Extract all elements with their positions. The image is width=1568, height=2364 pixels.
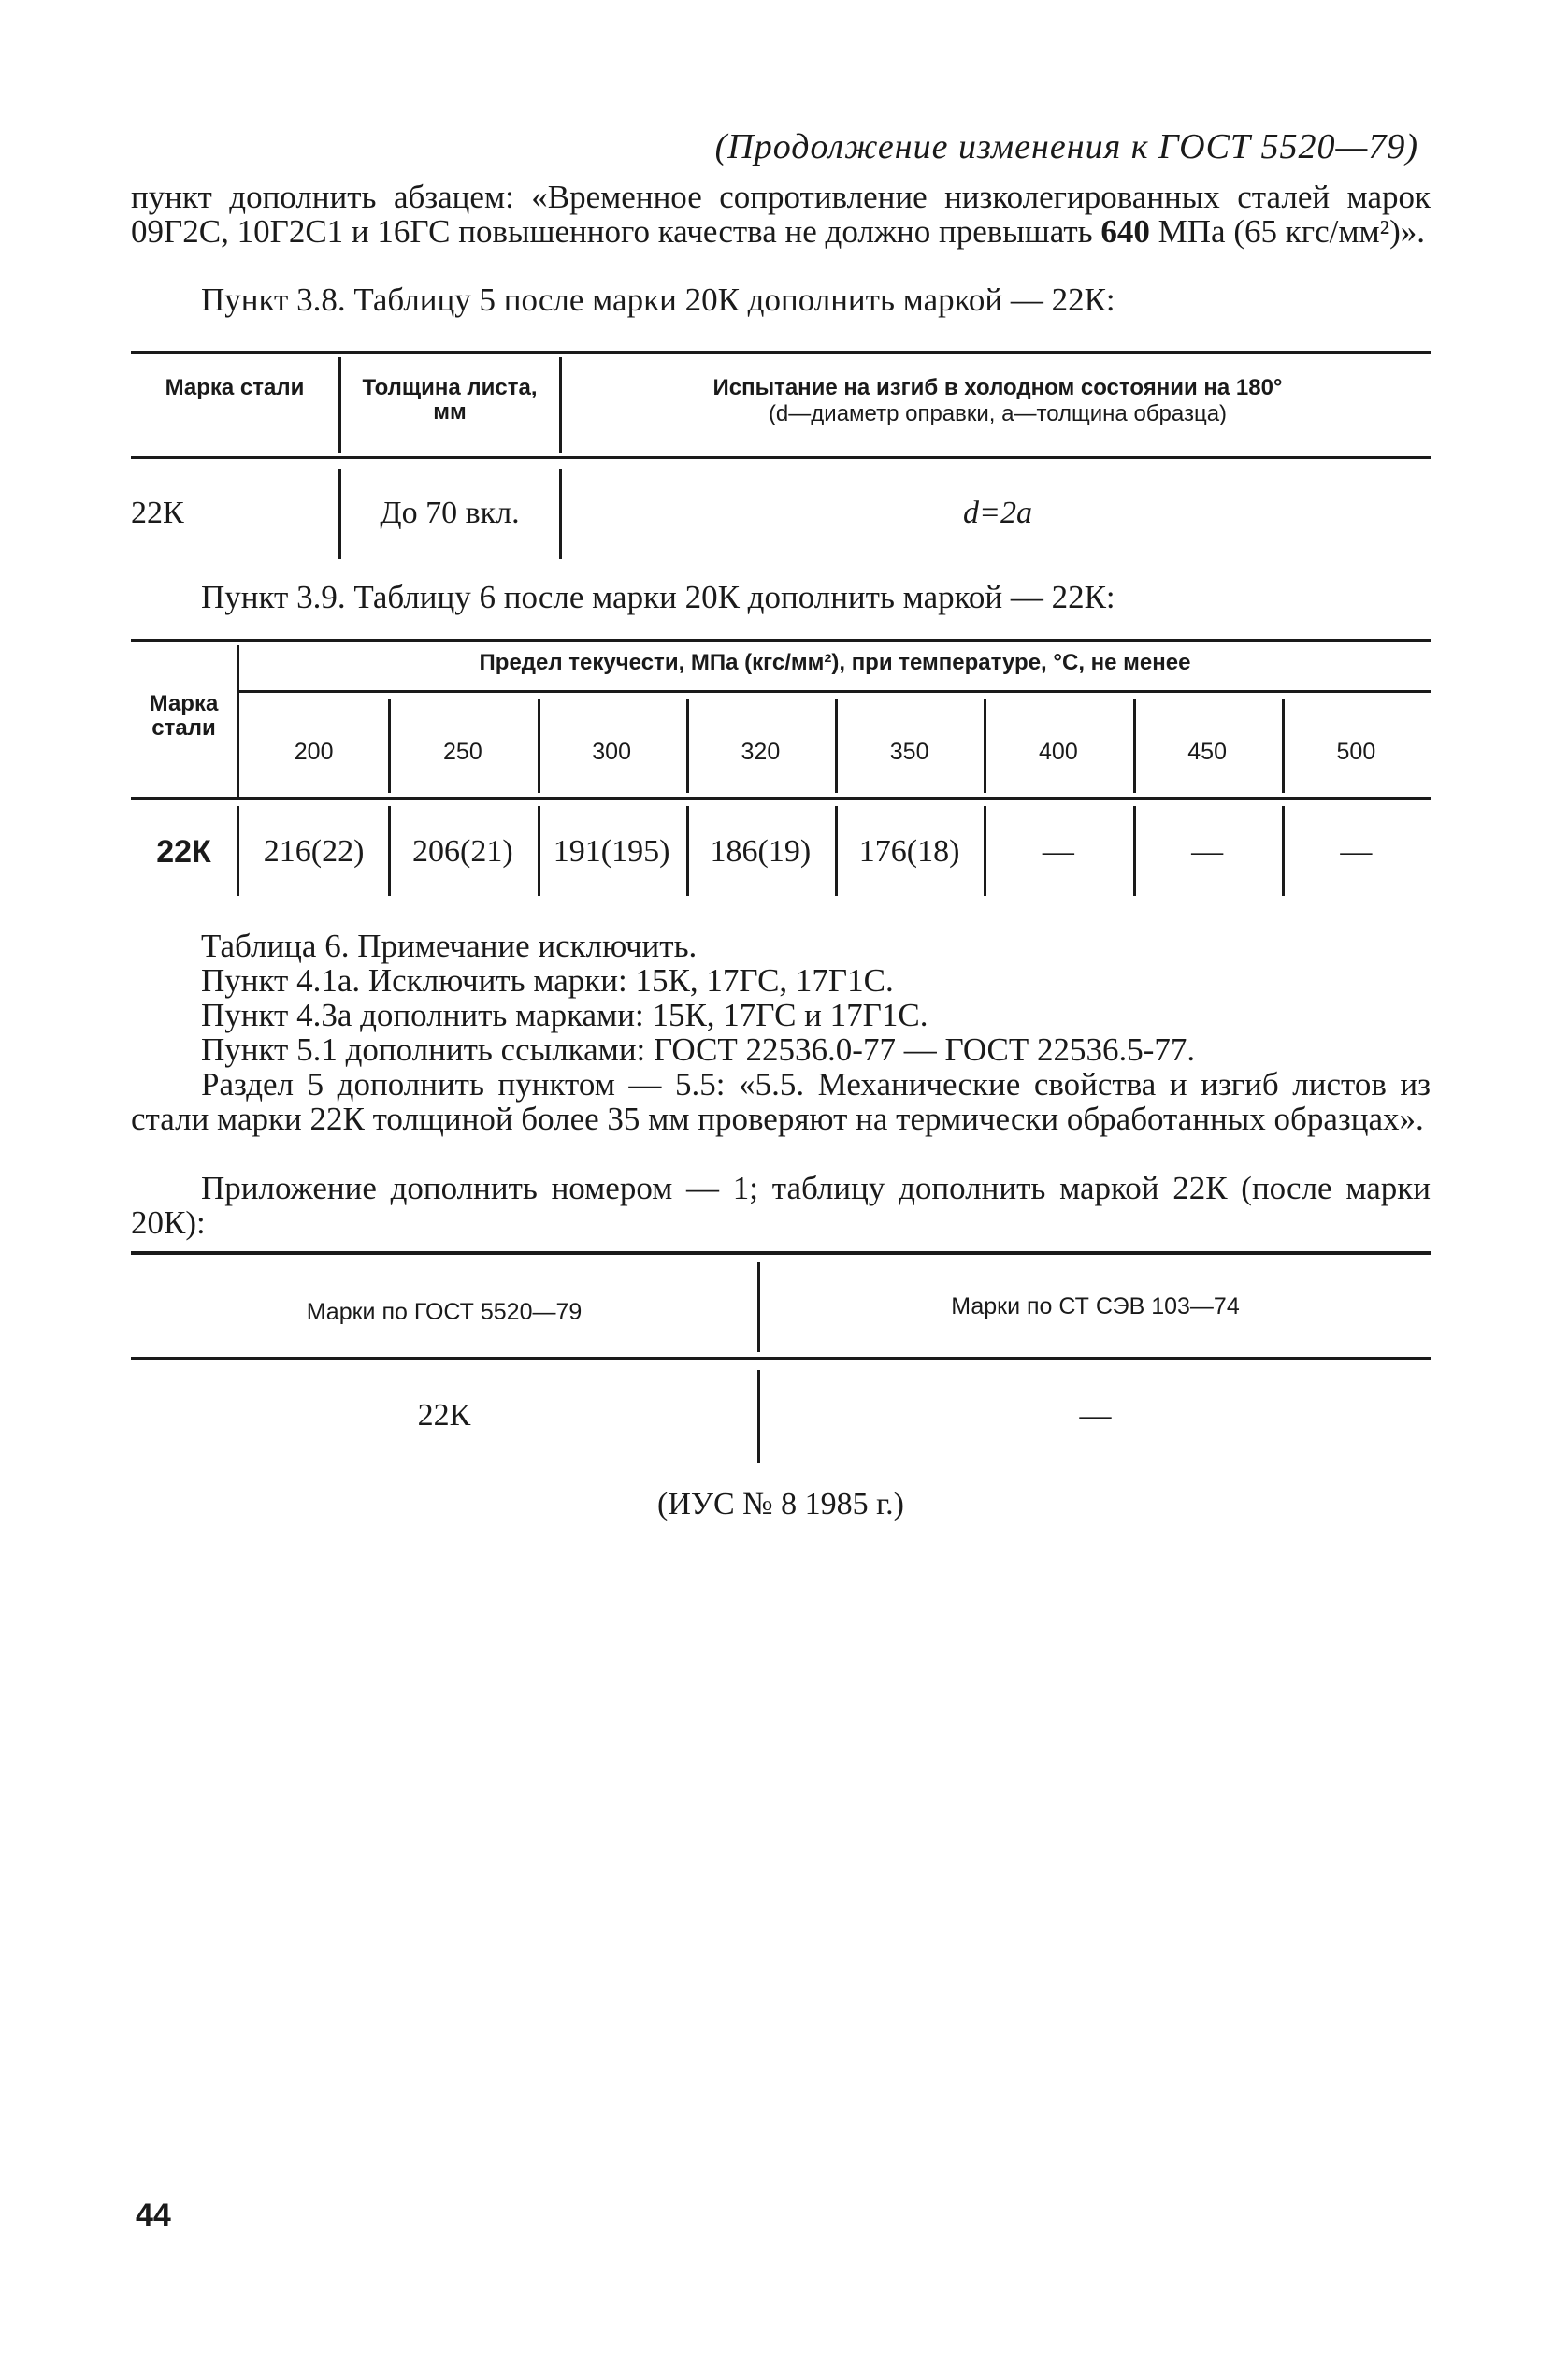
column-header-bend-note: (d—диаметр оправки, a—толщина образца) xyxy=(768,401,1228,426)
column-divider xyxy=(338,357,341,453)
paragraph-clause-3-9: Пункт 3.9. Таблицу 6 после марки 20К дополнить маркой — 22К: xyxy=(201,579,1115,615)
temperature-header-cell: 350 xyxy=(889,739,929,765)
column-header-gost: Марки по ГОСТ 5520—79 xyxy=(306,1299,583,1325)
temperature-header-cell: 450 xyxy=(1187,739,1227,765)
header-rule xyxy=(131,797,1431,800)
line-clause-5-1: Пункт 5.1 дополнить ссылками: ГОСТ 22536.0-77 — ГОСТ 22536.5-77. xyxy=(201,1031,1196,1068)
cell-grade: 22К xyxy=(131,496,184,530)
column-divider xyxy=(559,469,562,559)
subheader-rule xyxy=(239,690,1431,693)
source-reference: (ИУС № 8 1985 г.) xyxy=(657,1487,904,1521)
paragraph-section-5: Раздел 5 дополнить пунктом — 5.5: «5.5. Механические свойства и изгиб листов из стали марки 22К толщиной более 35 мм проверяют на термически обработанных образцах». xyxy=(131,1066,1431,1137)
paragraph-clause-3-8: Пункт 3.8. Таблицу 5 после марки 20К дополнить маркой — 22К: xyxy=(201,281,1115,318)
table-top-rule xyxy=(131,1251,1431,1255)
header-rule xyxy=(131,456,1431,459)
temperature-header-cell: 320 xyxy=(741,739,781,765)
line-clause-4-1a: Пункт 4.1а. Исключить марки: 15К, 17ГС, 17Г1С. xyxy=(201,962,894,999)
paragraph-text: пункт дополнить абзацем: «Временное сопротивление низколегированных сталей марок 09Г2С, 10Г2С1 и 16ГС повышенного качества не должно превышать xyxy=(131,179,1431,250)
row-grade: 22К xyxy=(156,834,211,870)
column-header-grade: Марка стали xyxy=(165,375,305,400)
temperature-header-cell: 500 xyxy=(1336,739,1376,765)
column-header-yield-strength: Предел текучести, МПа (кгс/мм²), при температуре, °С, не менее xyxy=(479,650,1191,675)
cell-bend-result: d=2a xyxy=(963,496,1032,530)
yield-value-cell: 176(18) xyxy=(858,834,960,869)
paragraph-amendment-intro xyxy=(131,180,1431,249)
page-number: 44 xyxy=(136,2198,171,2233)
temperature-header-cell: 300 xyxy=(592,739,631,765)
line-clause-4-3a: Пункт 4.3а дополнить марками: 15К, 17ГС и 17Г1С. xyxy=(201,997,928,1033)
table-top-rule xyxy=(131,639,1431,642)
yield-value-cell: 186(19) xyxy=(710,834,812,869)
temperature-header-cell: 200 xyxy=(294,739,334,765)
temperature-header-cell: 250 xyxy=(443,739,482,765)
cell-st-sev-grade: — xyxy=(1079,1398,1112,1433)
cell-thickness: До 70 вкл. xyxy=(380,496,520,530)
column-header-bend-test: Испытание на изгиб в холодном состоянии на 180° xyxy=(712,375,1283,400)
column-divider xyxy=(338,469,341,559)
column-header-st-sev: Марки по СТ СЭВ 103—74 xyxy=(951,1293,1240,1319)
header-rule xyxy=(131,1357,1431,1360)
paragraph-appendix: Приложение дополнить номером — 1; таблицу дополнить маркой 22К (после марки 20К): xyxy=(131,1170,1431,1241)
column-header-grade: Марка стали xyxy=(149,691,219,741)
yield-value-cell: 191(195) xyxy=(553,834,670,869)
line-table6-note: Таблица 6. Примечание исключить. xyxy=(201,928,698,964)
paragraph-text-end: МПа (65 кгс/мм²)». xyxy=(1149,213,1426,250)
column-header-thickness: Толщина листа, мм xyxy=(362,375,538,425)
cell-gost-grade: 22К xyxy=(417,1398,471,1433)
table-top-rule xyxy=(131,351,1431,354)
running-header: (Продолжение изменения к ГОСТ 5520—79) xyxy=(714,127,1418,166)
column-divider xyxy=(559,357,562,453)
yield-value-cell: 206(21) xyxy=(412,834,513,869)
temperature-header-cell: 400 xyxy=(1039,739,1078,765)
yield-value-cell: — xyxy=(1191,834,1224,869)
bold-value: 640 xyxy=(1100,213,1150,250)
yield-value-cell: 216(22) xyxy=(263,834,365,869)
yield-value-cell: — xyxy=(1340,834,1373,869)
yield-value-cell: — xyxy=(1042,834,1074,869)
